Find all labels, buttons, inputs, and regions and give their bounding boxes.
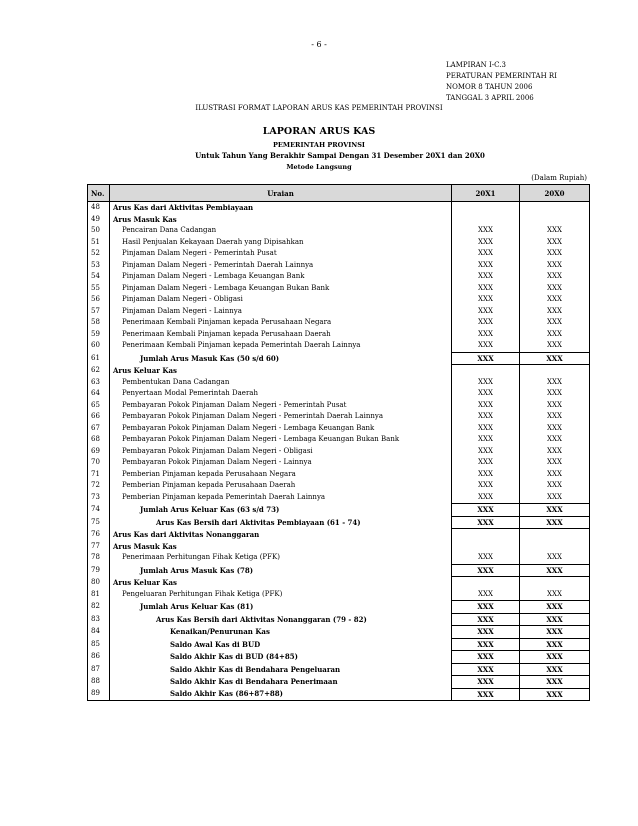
row-number: 70 — [88, 457, 110, 469]
row-description: Penyertaan Modal Pemerintah Daerah — [110, 388, 452, 400]
row-number: 85 — [88, 638, 110, 651]
page-number: - 6 - — [311, 40, 327, 49]
row-value-20x1: XXX — [452, 504, 520, 517]
table-row — [88, 400, 590, 412]
row-description: Pembentukan Dana Cadangan — [110, 377, 452, 389]
row-value-20x1: XXX — [452, 377, 520, 389]
table-header-row — [88, 185, 590, 202]
row-number: 73 — [88, 492, 110, 504]
table-row — [88, 317, 590, 329]
row-description: Pinjaman Dalam Negeri - Lembaga Keuangan Bank — [110, 271, 452, 283]
row-value-20x0: XXX — [547, 423, 562, 432]
row-description: Pinjaman Dalam Negeri - Obligasi — [110, 294, 452, 306]
row-value-20x1: XXX — [452, 352, 520, 365]
row-value-20x1: XXX — [452, 638, 520, 651]
row-value-20x1: XXX — [452, 329, 520, 341]
row-value-20x1 — [452, 577, 520, 589]
table-row — [88, 248, 590, 260]
table-row — [88, 469, 590, 481]
row-value-20x1: XXX — [452, 423, 520, 435]
row-number: 74 — [88, 504, 110, 517]
row-number: 65 — [88, 400, 110, 412]
table-row — [88, 294, 590, 306]
row-description: Jumlah Arus Masuk Kas (78) — [110, 564, 452, 577]
row-value-20x1: XXX — [452, 260, 520, 272]
row-value-20x0: XXX — [547, 553, 562, 561]
row-value-20x0: XXX — [520, 516, 590, 529]
table-row — [88, 457, 590, 469]
row-number: 53 — [88, 260, 110, 272]
row-value-20x1: XXX — [452, 306, 520, 318]
lampiran-line: PERATURAN PEMERINTAH RI — [446, 72, 557, 80]
row-number: 89 — [88, 688, 110, 701]
table-row — [88, 225, 590, 237]
row-value-20x1: XXX — [452, 400, 520, 412]
row-description: Pembayaran Pokok Pinjaman Dalam Negeri - Pemerintah Pusat — [110, 400, 452, 412]
row-value-20x0: XXX — [520, 626, 590, 639]
row-value-20x0 — [520, 365, 590, 377]
row-number: 68 — [88, 434, 110, 446]
row-number: 55 — [88, 283, 110, 295]
row-value-20x1: XXX — [452, 688, 520, 701]
report-subtitle: PEMERINTAH PROVINSI — [273, 141, 365, 149]
row-value-20x1: XXX — [452, 564, 520, 577]
row-value-20x1: XXX — [452, 317, 520, 329]
row-description: Hasil Penjualan Kekayaan Daerah yang Dipisahkan — [110, 237, 452, 249]
table-row — [88, 446, 590, 458]
row-description: Arus Keluar Kas — [110, 365, 452, 377]
table-row — [88, 411, 590, 423]
row-number: 60 — [88, 340, 110, 352]
row-number: 64 — [88, 388, 110, 400]
row-value-20x0: XXX — [520, 601, 590, 614]
row-value-20x0: XXX — [547, 260, 562, 269]
row-value-20x1: XXX — [452, 225, 520, 237]
row-description: Pembayaran Pokok Pinjaman Dalam Negeri - Obligasi — [110, 446, 452, 458]
table-row — [88, 329, 590, 341]
row-value-20x0: XXX — [547, 283, 562, 292]
row-description: Jumlah Arus Keluar Kas (81) — [110, 601, 452, 614]
report-method: Metode Langsung — [286, 163, 352, 171]
row-value-20x0: XXX — [520, 352, 590, 365]
row-value-20x1: XXX — [452, 446, 520, 458]
report-period: Untuk Tahun Yang Berakhir Sampai Dengan 31 Desember 20X1 dan 20X0 — [195, 151, 485, 160]
row-value-20x1: XXX — [452, 434, 520, 446]
row-value-20x0: XXX — [547, 492, 562, 501]
row-value-20x0: XXX — [547, 481, 562, 489]
row-description: Arus Kas dari Aktivitas Nonanggaran — [110, 529, 452, 541]
row-number: 83 — [88, 613, 110, 626]
row-value-20x0: XXX — [520, 651, 590, 664]
row-value-20x0: XXX — [547, 318, 562, 326]
row-value-20x0: XXX — [520, 688, 590, 701]
row-description: Kenaikan/Penurunan Kas — [110, 626, 452, 639]
row-description: Pembayaran Pokok Pinjaman Dalam Negeri - Lainnya — [110, 457, 452, 469]
row-value-20x0 — [520, 202, 590, 214]
table-row — [88, 260, 590, 272]
table-row — [88, 541, 590, 553]
table-row — [88, 340, 590, 352]
row-value-20x1 — [452, 529, 520, 541]
row-value-20x0: XXX — [547, 272, 562, 280]
row-description: Saldo Awal Kas di BUD — [110, 638, 452, 651]
row-description: Pembayaran Pokok Pinjaman Dalam Negeri - Lembaga Keuangan Bukan Bank — [110, 434, 452, 446]
table-row — [88, 516, 590, 529]
header-20x1: 20X1 — [452, 185, 520, 202]
row-value-20x0: XXX — [547, 389, 562, 397]
row-number: 86 — [88, 651, 110, 664]
row-value-20x1: XXX — [452, 492, 520, 504]
table-row — [88, 663, 590, 676]
table-row — [88, 601, 590, 614]
row-number: 56 — [88, 294, 110, 306]
table-row — [88, 237, 590, 249]
row-value-20x0: XXX — [547, 458, 562, 466]
row-value-20x1: XXX — [452, 516, 520, 529]
row-description: Penerimaan Kembali Pinjaman kepada Perusahaan Negara — [110, 317, 452, 329]
row-number: 78 — [88, 552, 110, 564]
table-row — [88, 589, 590, 601]
row-value-20x1 — [452, 214, 520, 226]
row-number: 48 — [88, 202, 110, 214]
row-value-20x1: XXX — [452, 340, 520, 352]
table-row — [88, 202, 590, 214]
table-row — [88, 638, 590, 651]
row-value-20x0: XXX — [520, 564, 590, 577]
row-value-20x1 — [452, 365, 520, 377]
row-description: Penerimaan Kembali Pinjaman kepada Perusahaan Daerah — [110, 329, 452, 341]
row-value-20x0 — [520, 529, 590, 541]
row-value-20x1: XXX — [452, 589, 520, 601]
row-value-20x1: XXX — [452, 480, 520, 492]
row-value-20x0: XXX — [547, 226, 562, 234]
table-row — [88, 365, 590, 377]
table-row — [88, 423, 590, 435]
row-value-20x1 — [452, 202, 520, 214]
row-value-20x0: XXX — [547, 329, 562, 338]
row-value-20x0: XXX — [520, 638, 590, 651]
row-value-20x0: XXX — [547, 295, 562, 303]
row-number: 82 — [88, 601, 110, 614]
row-number: 49 — [88, 214, 110, 226]
illustration-caption: ILUSTRASI FORMAT LAPORAN ARUS KAS PEMERINTAH PROVINSI — [195, 104, 443, 112]
row-description: Pembayaran Pokok Pinjaman Dalam Negeri - Pemerintah Daerah Lainnya — [110, 411, 452, 423]
row-number: 51 — [88, 237, 110, 249]
row-description: Pinjaman Dalam Negeri - Pemerintah Pusat — [110, 248, 452, 260]
row-number: 59 — [88, 329, 110, 341]
row-number: 81 — [88, 589, 110, 601]
row-number: 67 — [88, 423, 110, 435]
row-number: 87 — [88, 663, 110, 676]
table-row — [88, 352, 590, 365]
row-value-20x0 — [520, 214, 590, 226]
row-value-20x0: XXX — [547, 446, 562, 455]
row-value-20x0: XXX — [520, 663, 590, 676]
table-row — [88, 214, 590, 226]
row-value-20x1: XXX — [452, 294, 520, 306]
row-description: Arus Kas dari Aktivitas Pembiayaan — [110, 202, 452, 214]
table-row — [88, 676, 590, 689]
row-description: Arus Masuk Kas — [110, 214, 452, 226]
row-value-20x0: XXX — [547, 237, 562, 246]
table-row — [88, 613, 590, 626]
row-description: Pinjaman Dalam Negeri - Lainnya — [110, 306, 452, 318]
table-row — [88, 492, 590, 504]
row-description: Saldo Akhir Kas di BUD (84+85) — [110, 651, 452, 664]
row-value-20x1: XXX — [452, 469, 520, 481]
cash-flow-table — [87, 184, 590, 701]
row-description: Jumlah Arus Keluar Kas (63 s/d 73) — [110, 504, 452, 517]
row-value-20x1: XXX — [452, 271, 520, 283]
row-description: Pemberian Pinjaman kepada Perusahaan Daerah — [110, 480, 452, 492]
row-value-20x1: XXX — [452, 457, 520, 469]
row-description: Arus Kas Bersih dari Aktivitas Nonanggaran (79 - 82) — [110, 613, 452, 626]
row-number: 50 — [88, 225, 110, 237]
row-number: 63 — [88, 377, 110, 389]
row-description: Penerimaan Kembali Pinjaman kepada Pemerintah Daerah Lainnya — [110, 340, 452, 352]
row-value-20x1: XXX — [452, 613, 520, 626]
row-description: Saldo Akhir Kas di Bendahara Pengeluaran — [110, 663, 452, 676]
row-description: Jumlah Arus Masuk Kas (50 s/d 60) — [110, 352, 452, 365]
lampiran-line: NOMOR 8 TAHUN 2006 — [446, 83, 533, 91]
lampiran-line: LAMPIRAN I-C.3 — [446, 61, 506, 69]
row-description: Pemberian Pinjaman kepada Perusahaan Negara — [110, 469, 452, 481]
row-value-20x1: XXX — [452, 411, 520, 423]
header-20x0: 20X0 — [520, 185, 590, 202]
table-row — [88, 434, 590, 446]
row-number: 69 — [88, 446, 110, 458]
row-description: Pinjaman Dalam Negeri - Pemerintah Daerah Lainnya — [110, 260, 452, 272]
row-value-20x0: XXX — [547, 589, 562, 598]
row-description: Pemberian Pinjaman kepada Pemerintah Daerah Lainnya — [110, 492, 452, 504]
row-number: 79 — [88, 564, 110, 577]
row-description: Arus Masuk Kas — [110, 541, 452, 553]
table-row — [88, 388, 590, 400]
row-number: 54 — [88, 271, 110, 283]
row-description: Pinjaman Dalam Negeri - Lembaga Keuangan Bukan Bank — [110, 283, 452, 295]
table-row — [88, 577, 590, 589]
row-value-20x1: XXX — [452, 626, 520, 639]
table-row — [88, 552, 590, 564]
table-row — [88, 480, 590, 492]
row-value-20x1: XXX — [452, 552, 520, 564]
row-description: Arus Kas Bersih dari Aktivitas Pembiayaan (61 - 74) — [110, 516, 452, 529]
row-number: 58 — [88, 317, 110, 329]
row-value-20x0: XXX — [520, 504, 590, 517]
table-row — [88, 529, 590, 541]
row-value-20x0: XXX — [547, 341, 562, 349]
table-row — [88, 504, 590, 517]
row-value-20x0: XXX — [547, 249, 562, 257]
row-value-20x0: XXX — [520, 676, 590, 689]
row-value-20x0: XXX — [520, 613, 590, 626]
row-number: 84 — [88, 626, 110, 639]
row-number: 52 — [88, 248, 110, 260]
row-value-20x0: XXX — [547, 469, 562, 478]
row-value-20x0 — [520, 541, 590, 553]
row-description: Saldo Akhir Kas (86+87+88) — [110, 688, 452, 701]
lampiran-line: TANGGAL 3 APRIL 2006 — [446, 94, 534, 102]
row-description: Pencairan Dana Cadangan — [110, 225, 452, 237]
row-number: 75 — [88, 516, 110, 529]
currency-unit: (Dalam Rupiah) — [531, 174, 587, 182]
header-uraian: Uraian — [110, 185, 452, 202]
row-number: 57 — [88, 306, 110, 318]
row-description: Pengeluaran Perhitungan Fihak Ketiga (PFK) — [110, 589, 452, 601]
row-value-20x1: XXX — [452, 237, 520, 249]
row-description: Pembayaran Pokok Pinjaman Dalam Negeri - Lembaga Keuangan Bank — [110, 423, 452, 435]
table-row — [88, 626, 590, 639]
row-value-20x1: XXX — [452, 248, 520, 260]
row-value-20x1: XXX — [452, 601, 520, 614]
row-value-20x1: XXX — [452, 663, 520, 676]
table-row — [88, 377, 590, 389]
row-value-20x0: XXX — [547, 377, 562, 386]
row-description: Saldo Akhir Kas di Bendahara Penerimaan — [110, 676, 452, 689]
row-value-20x0: XXX — [547, 306, 562, 315]
row-number: 62 — [88, 365, 110, 377]
row-value-20x0: XXX — [547, 435, 562, 443]
table-row — [88, 306, 590, 318]
row-number: 76 — [88, 529, 110, 541]
row-value-20x1: XXX — [452, 651, 520, 664]
row-value-20x0: XXX — [547, 412, 562, 420]
row-value-20x1: XXX — [452, 676, 520, 689]
row-value-20x0 — [520, 577, 590, 589]
row-number: 71 — [88, 469, 110, 481]
report-title: LAPORAN ARUS KAS — [262, 126, 376, 137]
row-number: 72 — [88, 480, 110, 492]
row-number: 66 — [88, 411, 110, 423]
table-row — [88, 564, 590, 577]
lampiran-block — [446, 60, 557, 104]
row-value-20x1 — [452, 541, 520, 553]
row-description: Penerimaan Perhitungan Fihak Ketiga (PFK) — [110, 552, 452, 564]
row-value-20x1: XXX — [452, 283, 520, 295]
table-body — [88, 202, 590, 701]
table-row — [88, 271, 590, 283]
table-row — [88, 283, 590, 295]
header-no: No. — [88, 185, 110, 202]
table-row — [88, 651, 590, 664]
table-row — [88, 688, 590, 701]
row-number: 80 — [88, 577, 110, 589]
row-value-20x1: XXX — [452, 388, 520, 400]
row-value-20x0: XXX — [547, 400, 562, 409]
row-number: 88 — [88, 676, 110, 689]
row-number: 77 — [88, 541, 110, 553]
row-number: 61 — [88, 352, 110, 365]
row-description: Arus Keluar Kas — [110, 577, 452, 589]
